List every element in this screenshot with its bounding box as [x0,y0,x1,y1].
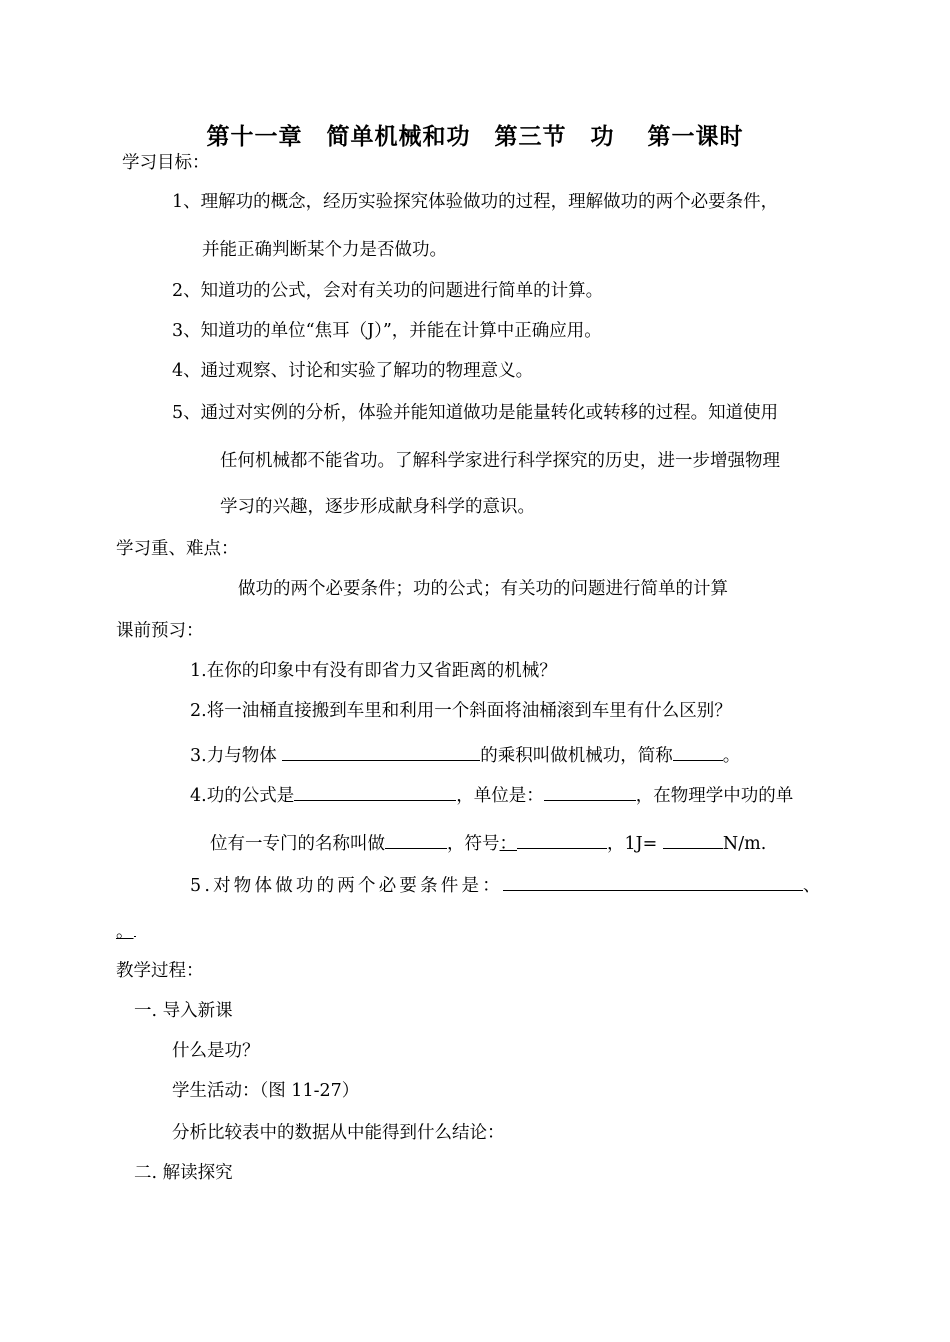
preview-question-4-line-2 [210,830,766,855]
q4-blank-formula[interactable] [294,782,456,801]
q4-blank-unit[interactable] [544,782,636,801]
q4-text-g: ，1J= [607,834,663,854]
section-1-activity: 学生活动：（图 11-27） [172,1081,360,1101]
preview-heading: 课前预习： [116,621,204,641]
q4-text-h: N/m. [722,834,767,854]
objective-5-line-3: 学习的兴趣，逐步形成献身科学的意识。 [220,497,535,517]
section-2-heading: 二. 解读探究 [134,1163,233,1183]
page-title: 第十一章 简单机械和功 第三节 功 第一课时 [206,124,744,150]
q4-text-e: ，符号 [447,834,500,854]
preview-question-5-continuation [116,918,136,943]
q5-text-a: 5.对物体做功的两个必要条件是： [190,876,503,896]
preview-question-1: 1.在你的印象中有没有即省力又省距离的机械？ [190,661,557,681]
q3-text-c: 。 [722,746,741,766]
q5-blank-1[interactable] [503,872,803,891]
section-1-analysis: 分析比较表中的数据从中能得到什么结论： [172,1123,505,1143]
q4-text-c: ，在物理学中功的单 [635,786,794,806]
q4-text-b: ，单位是： [456,786,544,806]
objective-5-line-2: 任何机械都不能省功。了解科学家进行科学探究的历史，进一步增强物理 [220,451,780,471]
q5-blank-2[interactable] [134,918,136,937]
section-1-question: 什么是功？ [172,1041,260,1061]
keypoints-heading: 学习重、难点： [116,539,239,559]
q3-blank-2[interactable] [673,742,723,761]
process-heading: 教学过程： [116,961,204,981]
q4-text-a: 4.功的公式是 [190,786,295,806]
preview-question-4-line-1 [190,782,793,807]
q4-text-f: ： [499,834,517,854]
keypoints-content: 做功的两个必要条件；功的公式；有关功的问题进行简单的计算 [238,579,728,599]
objective-4: 4、通过观察、讨论和实验了解功的物理意义。 [172,361,534,381]
preview-question-5 [190,872,824,897]
objective-1-line-1: 1、理解功的概念，经历实验探究体验做功的过程，理解做功的两个必要条件， [172,192,779,212]
q4-blank-conversion[interactable] [663,830,723,849]
q4-text-d: 位有一专门的名称叫做 [210,834,385,854]
objective-3: 3、知道功的单位“焦耳（J）”，并能在计算中正确应用。 [172,321,602,341]
q4-blank-symbol[interactable] [517,830,607,849]
q3-text-b: 的乘积叫做机械功，简称 [480,746,673,766]
q3-text-a: 3.力与物体 [190,746,283,766]
section-1-heading: 一. 导入新课 [134,1001,233,1021]
q5-text-b: 、 [802,876,824,896]
objective-5-line-1: 5、通过对实例的分析，体验并能知道做功是能量转化或转移的过程。知道使用 [172,403,779,423]
preview-question-3 [190,742,740,767]
objectives-heading: 学习目标： [122,153,210,173]
objective-2: 2、知道功的公式，会对有关功的问题进行简单的计算。 [172,281,604,301]
objective-1-line-2: 并能正确判断某个力是否做功。 [202,240,447,260]
q4-blank-name[interactable] [385,830,447,849]
q3-blank-1[interactable] [282,742,480,761]
q5-text-c: 。 [116,922,134,942]
preview-question-2: 2.将一油桶直接搬到车里和利用一个斜面将油桶滚到车里有什么区别？ [190,701,732,721]
